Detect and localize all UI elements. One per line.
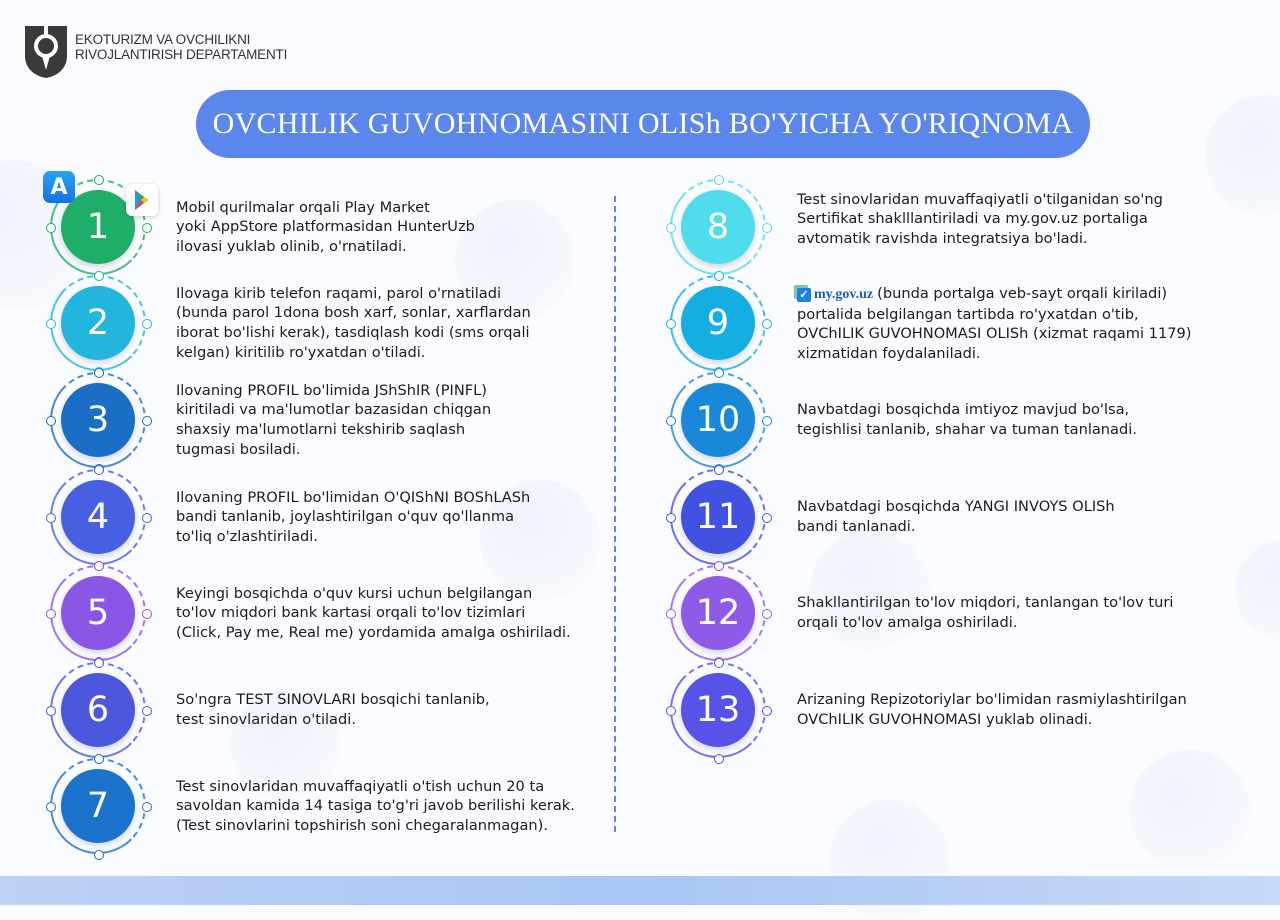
step-number: 3 <box>61 383 135 457</box>
ring-node <box>714 561 724 571</box>
ring-node <box>142 609 152 619</box>
step-text-line: orqali to'lov amalga oshiriladi. <box>797 613 1018 631</box>
step-text-line: kelgan) kiritilib ro'yxatdan o'tiladi. <box>176 343 426 361</box>
step-text-line: (bunda parol 1dona bosh xarf, sonlar, xarflardan <box>176 304 531 322</box>
step-number: 9 <box>681 286 755 360</box>
ring-node <box>46 319 56 329</box>
ring-node <box>94 658 104 668</box>
step-text-line: Ilovaning PROFIL bo'limidan O'QIShNI BOShLASh <box>176 488 531 506</box>
step-number: 5 <box>61 576 135 650</box>
step-number: 13 <box>681 673 755 747</box>
ring-node <box>94 754 104 764</box>
step-text-line: Test sinovlaridan muvaffaqiyatli o'tilganidan so'ng <box>797 190 1163 208</box>
ring-node <box>142 416 152 426</box>
step-text <box>797 284 1192 364</box>
my-gov-uz-logo <box>797 285 873 305</box>
org-line-2: RIVOJLANTIRISH DEPARTAMENTI <box>75 47 288 62</box>
ring-node <box>666 223 676 233</box>
step-text-line: Ilovaning PROFIL bo'limida JShShIR (PINFL) <box>176 381 487 399</box>
step-text <box>176 284 531 362</box>
step-text <box>797 400 1137 439</box>
step-text-line: to'lov miqdori bank kartasi orqali to'lov tizimlari <box>176 604 526 622</box>
step-number: 4 <box>61 480 135 554</box>
step-text-line: So'ngra TEST SINOVLARI bosqichi tanlanib, <box>176 691 490 709</box>
appstore-icon: A <box>43 171 75 203</box>
footer-bar <box>0 876 1280 905</box>
ring-node <box>94 271 104 281</box>
step-text-line: (Test sinovlarini topshirish soni chegaralanmagan). <box>176 816 548 834</box>
step-text-line: savoldan kamida 14 tasiga to'g'ri javob berilishi kerak. <box>176 797 575 815</box>
ring-node <box>46 609 56 619</box>
step-text <box>797 690 1187 729</box>
ring-node <box>46 223 56 233</box>
bg-decoration <box>1205 95 1280 215</box>
ring-node <box>666 706 676 716</box>
step-text <box>797 190 1163 249</box>
ring-node <box>94 368 104 378</box>
ring-node <box>714 368 724 378</box>
bg-decoration <box>1235 540 1280 640</box>
ring-node <box>46 706 56 716</box>
step-text-line: OVChILIK GUVOHNOMASI OLISh (xizmat raqami 1179) <box>797 325 1192 343</box>
step-text-line: portalida belgilangan tartibda ro'yxatdan o'tib, <box>797 305 1139 323</box>
step-text-line: shaxsiy ma'lumotlarni tekshirib saqlash <box>176 420 466 438</box>
ring-node <box>762 706 772 716</box>
step-text-line: (Click, Pay me, Real me) yordamida amalga oshiriladi. <box>176 623 571 641</box>
step-text-line: Mobil qurilmalar orqali Play Market <box>176 198 430 216</box>
step-text-line: OVChILIK GUVOHNOMASI yuklab olinadi. <box>797 710 1093 728</box>
ring-node <box>142 513 152 523</box>
step-text <box>797 497 1115 536</box>
step-text <box>176 488 530 547</box>
ring-node <box>666 416 676 426</box>
step-text-line: xizmatidan foydalaniladi. <box>797 344 981 362</box>
ring-node <box>94 465 104 475</box>
step-text <box>176 198 475 257</box>
step-text-line: ilovasi yuklab olinib, o'rnatiladi. <box>176 237 407 255</box>
my-gov-uz-label: my.gov.uz <box>814 287 874 302</box>
ring-node <box>714 658 724 668</box>
ring-node <box>46 416 56 426</box>
step-text-line: yoki AppStore platformasidan HunterUzb <box>176 218 475 236</box>
bg-decoration <box>1130 750 1250 870</box>
step-text-line <box>797 284 1192 305</box>
step-text-line: to'liq o'zlashtiriladi. <box>176 527 318 545</box>
step-number: 2 <box>61 286 135 360</box>
step-text-line: tegishlisi tanlanib, shahar va tuman tanlanadi. <box>797 420 1137 438</box>
ring-node <box>142 223 152 233</box>
step-text-line: iborat bo'lishi kerak), tasdiqlash kodi (sms orqali <box>176 323 530 341</box>
department-logo <box>25 26 67 78</box>
step-text-line: bandi tanlanadi. <box>797 517 916 535</box>
organization-name <box>75 32 287 62</box>
ring-node <box>94 561 104 571</box>
step-text-line: Test sinovlaridan muvaffaqiyatli o'tish uchun 20 ta <box>176 777 545 795</box>
ring-node <box>714 271 724 281</box>
ring-node <box>666 319 676 329</box>
ring-node <box>94 175 104 185</box>
step-text <box>176 584 571 643</box>
step-number: 8 <box>681 190 755 264</box>
ring-node <box>46 802 56 812</box>
step-text-line: Navbatdagi bosqichda YANGI INVOYS OLISh <box>797 498 1115 516</box>
ring-node <box>714 175 724 185</box>
ring-node <box>762 513 772 523</box>
ring-node <box>762 609 772 619</box>
step-text-line: Keyingi bosqichda o'quv kursi uchun belgilangan <box>176 584 533 602</box>
org-line-1: EKOTURIZM VA OVCHILIKNI <box>75 32 251 47</box>
step-text-line: Sertifikat shaklllantiriladi va my.gov.uz portaliga <box>797 210 1148 228</box>
step-text-line: tugmasi bosiladi. <box>176 440 301 458</box>
ring-node <box>762 319 772 329</box>
step-number: 12 <box>681 576 755 650</box>
ring-node <box>762 416 772 426</box>
step-text-line: bandi tanlanib, joylashtirilgan o'quv qo'llanma <box>176 508 515 526</box>
step-text-line: avtomatik ravishda integratsiya bo'ladi. <box>797 229 1088 247</box>
step-text-line: Navbatdagi bosqichda imtiyoz mavjud bo'lsa, <box>797 401 1130 419</box>
ring-node <box>714 465 724 475</box>
step-text-line: Ilovaga kirib telefon raqami, parol o'rnatiladi <box>176 284 502 302</box>
ring-node <box>142 319 152 329</box>
ring-node <box>666 609 676 619</box>
step-number: 10 <box>681 383 755 457</box>
step-number: 6 <box>61 673 135 747</box>
page-title: OVCHILIK GUVOHNOMASINI OLISh BO'YICHA YO'RIQNOMA <box>196 90 1090 158</box>
ring-node <box>142 706 152 716</box>
ring-node <box>46 513 56 523</box>
step-text-line: kiritiladi va ma'lumotlar bazasidan chiqgan <box>176 401 492 419</box>
ring-node <box>714 754 724 764</box>
step-number: 1 <box>61 190 135 264</box>
ring-node <box>142 802 152 812</box>
google-play-icon <box>126 184 158 216</box>
ring-node <box>94 850 104 860</box>
column-divider <box>614 196 616 832</box>
ring-node <box>762 223 772 233</box>
checkbox-icon: ✓ <box>797 288 811 302</box>
step-text-line: Shakllantirilgan to'lov miqdori, tanlangan to'lov turi <box>797 594 1174 612</box>
ring-node <box>666 513 676 523</box>
step-number: 7 <box>61 769 135 843</box>
step-text <box>176 690 490 729</box>
step-text <box>176 777 575 836</box>
step-number: 11 <box>681 480 755 554</box>
step-text-line: test sinovlaridan o'tiladi. <box>176 710 356 728</box>
step-text <box>176 381 491 459</box>
step-text <box>797 593 1173 632</box>
step-text-segment: (bunda portalga veb-sayt orqali kiriladi) <box>877 284 1168 302</box>
step-text-line: Arizaning Repizotoriylar bo'limidan rasmiylashtirilgan <box>797 691 1187 709</box>
